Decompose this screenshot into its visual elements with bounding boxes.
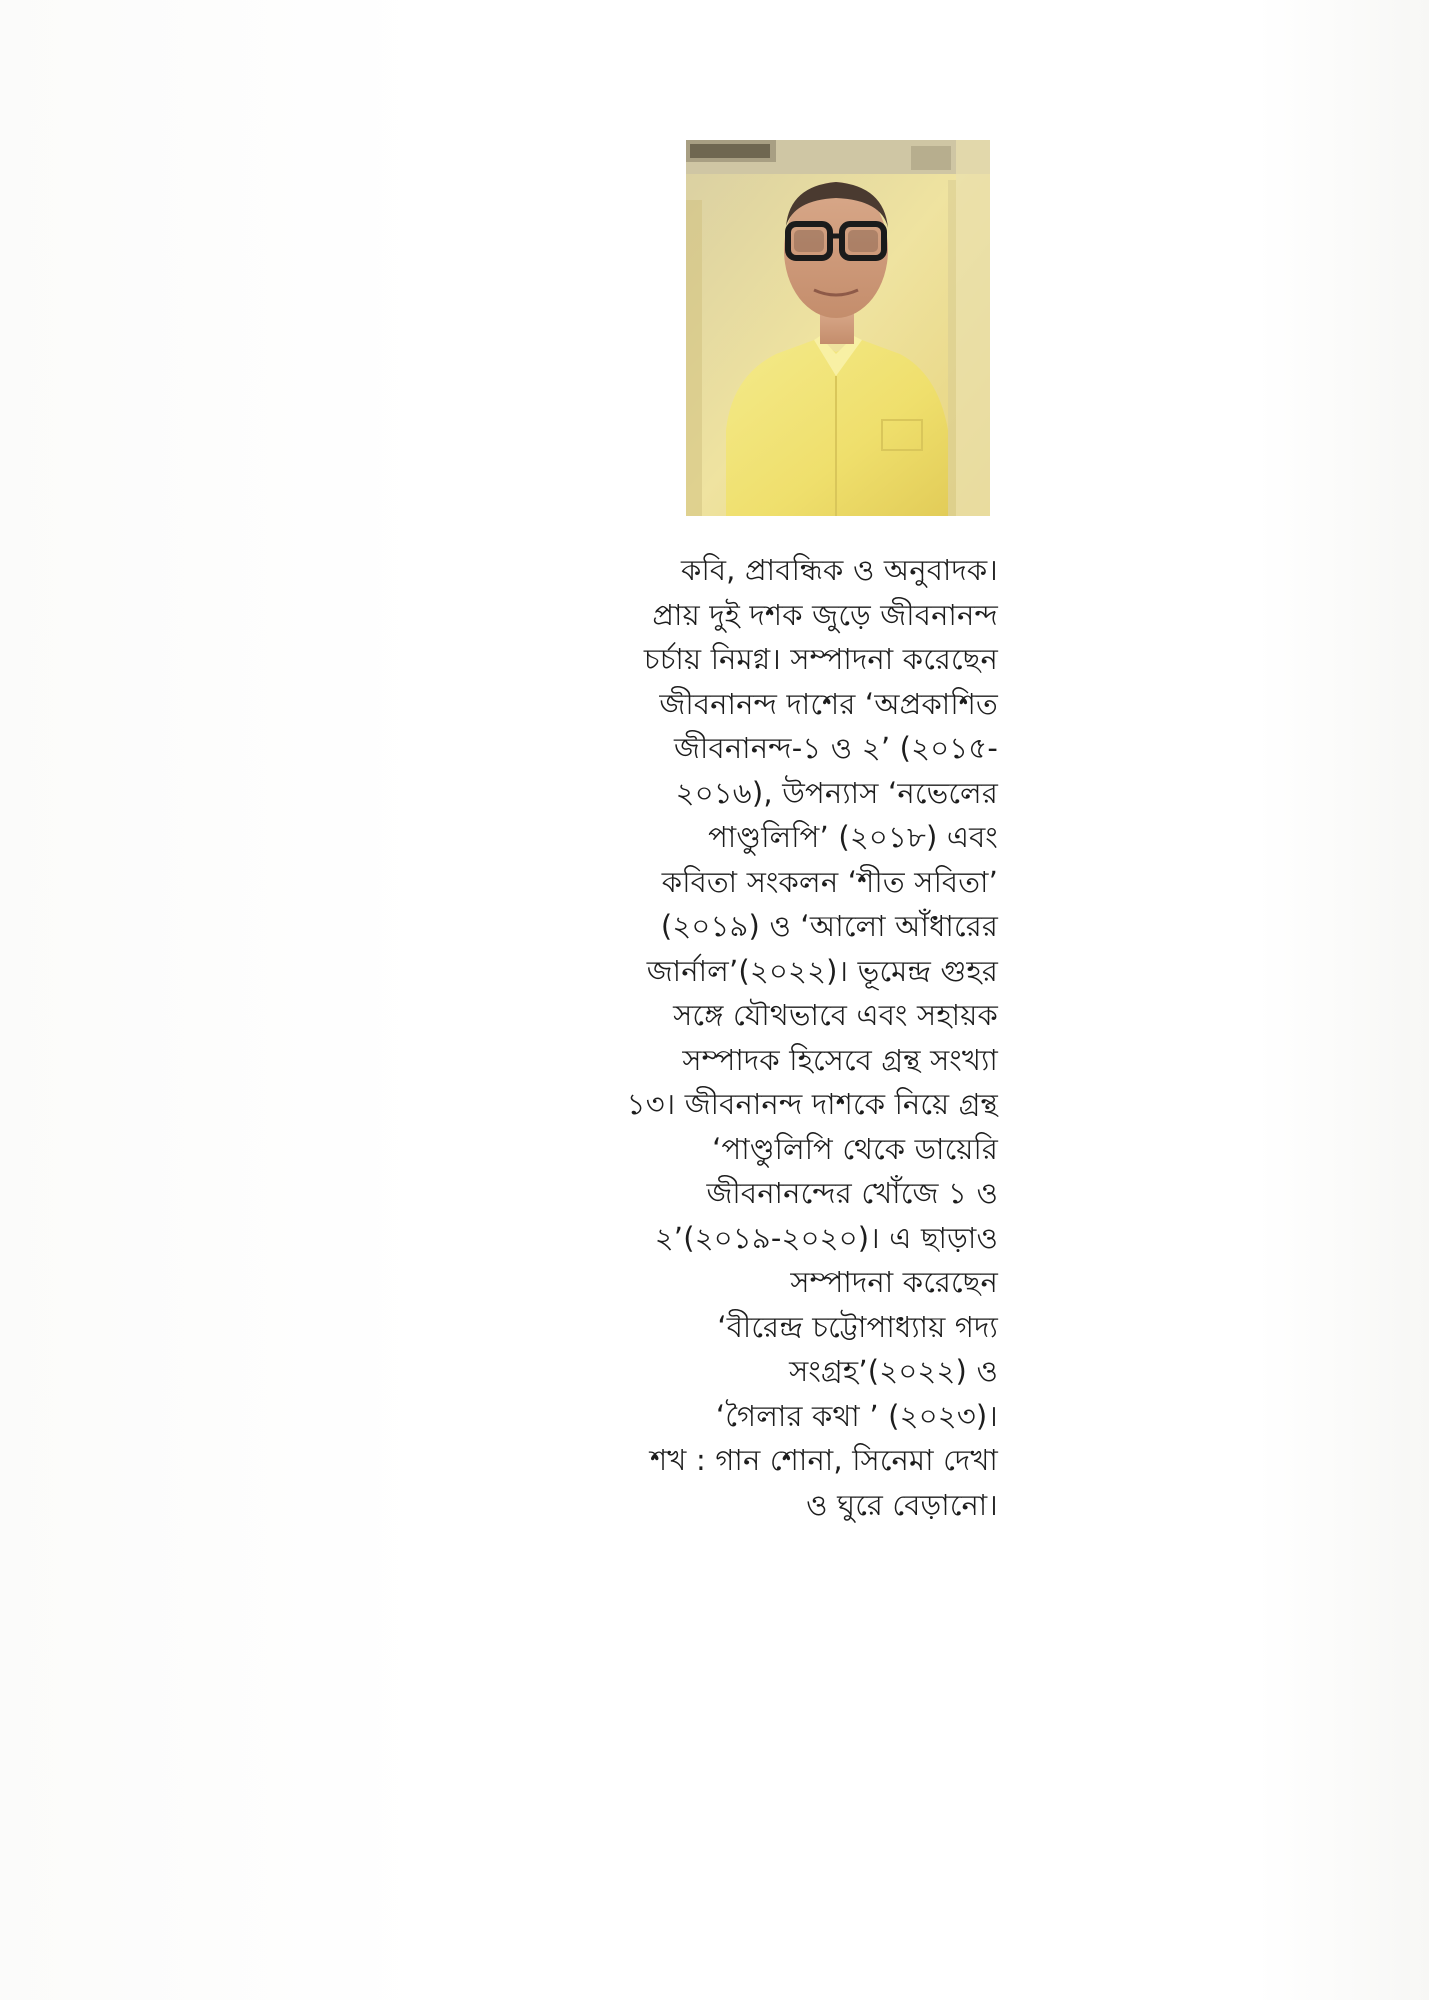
bio-line: ২’(২০১৯-২০২০)। এ ছাড়াও	[654, 1220, 998, 1255]
bio-line: কবি, প্রাবন্ধিক ও অনুবাদক।	[681, 553, 998, 587]
bio-line: জার্নাল’(২০২২)। ভূমেন্দ্র গুহর	[646, 953, 998, 988]
bio-line: পাণ্ডুলিপি’ (২০১৮) এবং	[708, 820, 998, 854]
bio-line: সম্পাদক হিসেবে গ্রন্থ সংখ্যা	[682, 1042, 998, 1077]
bio-line: সঙ্গে যৌথভাবে এবং সহায়ক	[673, 998, 998, 1032]
bio-line: ‘গৈলার কথা ’ (২০২৩)।	[715, 1398, 998, 1433]
bio-line: সম্পাদনা করেছেন	[790, 1265, 998, 1299]
bio-line: প্রায় দুই দশক জুড়ে জীবনানন্দ	[652, 597, 998, 632]
bio-line: জীবনানন্দের খোঁজে ১ ও	[706, 1176, 998, 1210]
bio-line: কবিতা সংকলন ‘শীত সবিতা’	[661, 864, 998, 899]
author-bio	[540, 548, 998, 1527]
bio-line: ২০১৬), উপন্যাস ‘নভেলের	[675, 775, 998, 810]
author-photo	[686, 140, 990, 516]
bio-line: শখ : গান শোনা, সিনেমা দেখা	[649, 1443, 998, 1477]
bio-line: জীবনানন্দ দাশের ‘অপ্রকাশিত	[659, 686, 998, 721]
bio-line: ‘বীরেন্দ্র চট্টোপাধ্যায় গদ্য	[717, 1309, 998, 1344]
bio-line: ‘পাণ্ডুলিপি থেকে ডায়েরি	[712, 1131, 998, 1166]
bio-line: সংগ্রহ’(২০২২) ও	[789, 1354, 998, 1388]
bio-line: চর্চায় নিমগ্ন। সম্পাদনা করেছেন	[643, 642, 998, 676]
author-portrait-icon	[686, 140, 990, 516]
bio-line: ১৩। জীবনানন্দ দাশকে নিয়ে গ্রন্থ	[626, 1087, 998, 1121]
bio-line: (২০১৯) ও ‘আলো আঁধারের	[660, 909, 998, 943]
bio-line: ও ঘুরে বেড়ানো।	[806, 1487, 998, 1522]
bio-line: জীবনানন্দ-১ ও ২’ (২০১৫-	[674, 731, 998, 765]
